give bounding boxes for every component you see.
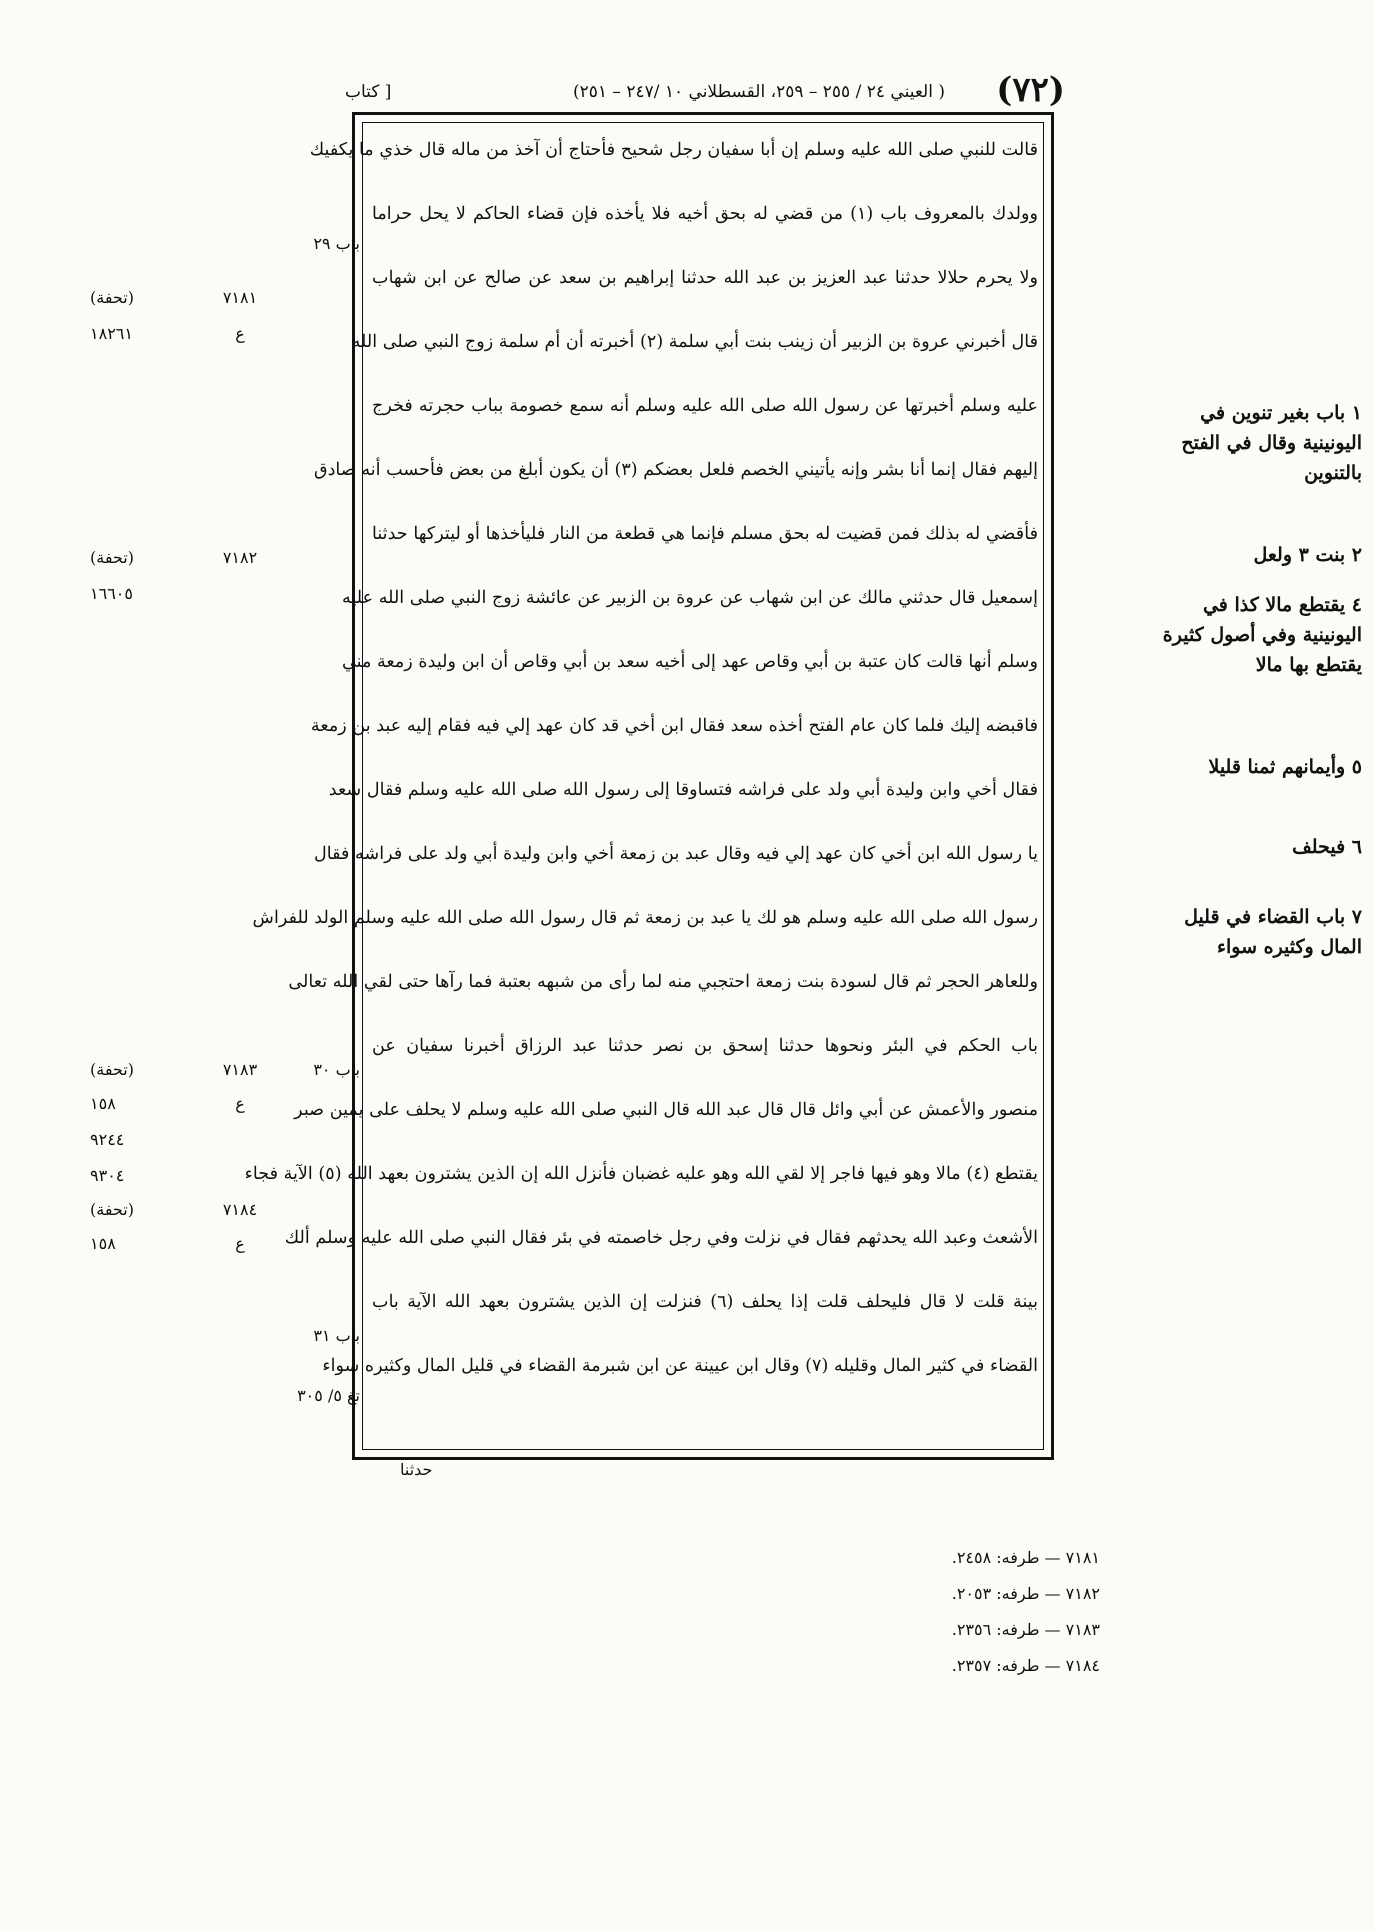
- margin-note: ١ باب بغير تنوين في اليونينية وقال في الفتح بالتنوين: [1181, 402, 1362, 484]
- tuhfa-reference: ٩٢٤٤: [90, 1130, 125, 1149]
- text-line: ولا يحرم حلالا حدثنا عبد العزيز بن عبد الله حدثنا إبراهيم بن سعد عن صالح عن ابن شهاب: [372, 268, 1039, 288]
- margin-row: [90, 288, 360, 312]
- hadith-number: ع: [235, 324, 245, 343]
- tuhfa-reference: ١٦٦٠٥: [90, 584, 133, 603]
- margin-row: [90, 1386, 360, 1410]
- text-line: القضاء في كثير المال وقليله (٧) وقال ابن عيينة عن ابن شبرمة القضاء في قليل المال وكثيره سواء: [322, 1356, 1038, 1376]
- text-line: قال أخبرني عروة بن الزبير أن زينب بنت أبي سلمة (٢) أخبرته أن أم سلمة زوج النبي صلى الله: [351, 332, 1038, 352]
- margin-note: ٧ باب القضاء في قليل المال وكثيره سواء: [1184, 906, 1362, 958]
- footnote: ٧١٨٢ — طرفه: ٢٠٥٣.: [951, 1584, 1100, 1603]
- text-line: الأشعث وعبد الله يحدثهم فقال في نزلت وفي رجل خاصمته في بئر فقال النبي صلى الله عليه وسلم ألك: [284, 1228, 1038, 1248]
- chapter-number: باب ٢٩: [313, 234, 360, 253]
- book-label: [ كتاب: [345, 82, 392, 102]
- footnote: ٧١٨٤ — طرفه: ٢٣٥٧.: [951, 1656, 1100, 1675]
- left-margin-references: [90, 0, 360, 1500]
- margin-row: [90, 234, 360, 258]
- hadith-number: ع: [235, 1094, 245, 1113]
- text-line: إليهم فقال إنما أنا بشر وإنه يأتيني الخصم فلعل بعضكم (٣) أن يكون أبلغ من بعض فأحسب أنه صادق: [313, 460, 1038, 480]
- hadith-number: ع: [235, 1234, 245, 1253]
- tuhfa-reference: ١٥٨: [90, 1234, 116, 1253]
- text-line: وولدك بالمعروف باب (١) من قضي له بحق أخيه فلا يأخذه فإن قضاء الحاكم لا يحل حراما: [372, 204, 1038, 224]
- margin-note: ٥ وأيمانهم ثمنا قليلا: [1208, 756, 1362, 778]
- margin-row: [90, 1094, 360, 1118]
- right-margin-notes: [1112, 0, 1362, 1000]
- text-line: رسول الله صلى الله عليه وسلم هو لك يا عبد بن زمعة ثم قال رسول الله صلى الله عليه وسلم الولد للفراش: [252, 908, 1038, 928]
- text-line: فقال أخي وابن وليدة أبي ولد على فراشه فتساوقا إلى رسول الله صلى الله عليه وسلم فقال سعد: [328, 780, 1038, 800]
- text-line: فاقبضه إليك فلما كان عام الفتح أخذه سعد فقال ابن أخي قد كان عهد إلي فيه فقام إليه عبد بن زمعة: [310, 716, 1038, 736]
- text-line: إسمعيل قال حدثني مالك عن ابن شهاب عن عروة بن الزبير عن عائشة زوج النبي صلى الله عليه: [342, 588, 1038, 608]
- chapter-number: باب ٣١: [313, 1326, 360, 1345]
- margin-row: [90, 1200, 360, 1224]
- text-line: بينة قلت لا قال فليحلف قلت إذا يحلف (٦) فنزلت إن الذين يشترون بعهد الله الآية باب: [372, 1292, 1038, 1312]
- header-references: ( العيني ٢٤ / ٢٥٥ – ٢٥٩، القسطلاني ١٠ /٢٤٧ – ٢٥١): [572, 82, 945, 102]
- margin-note: ٦ فيحلف: [1292, 836, 1362, 858]
- hadith-number: ٧١٨٣: [222, 1060, 258, 1079]
- text-line: وسلم أنها قالت كان عتبة بن أبي وقاص عهد إلى أخيه سعد بن أبي وقاص أن ابن وليدة زمعة مني: [341, 652, 1038, 672]
- chapter-number: باب ٣٠: [313, 1060, 360, 1079]
- margin-row: [90, 1234, 360, 1258]
- text-line: فأقضي له بذلك فمن قضيت له بحق مسلم فإنما هي قطعة من النار فليأخذها أو ليتركها حدثنا: [372, 524, 1038, 544]
- text-line: يا رسول الله ابن أخي كان عهد إلي فيه وقال عبد بن زمعة أخي وابن وليدة أبي ولد على فراشه فقال: [314, 844, 1038, 864]
- text-line: وللعاهر الحجر ثم قال لسودة بنت زمعة احتجبي منه لما رأى من شبهه بعتبة فما رآها حتى لقي الله تعالى: [288, 972, 1038, 992]
- hadith-number: ٧١٨٤: [222, 1200, 258, 1219]
- footnote: ٧١٨٣ — طرفه: ٢٣٥٦.: [951, 1620, 1100, 1639]
- text-line: منصور والأعمش عن أبي وائل قال قال عبد الله قال النبي صلى الله عليه وسلم لا يحلف على يمين صبر: [294, 1100, 1038, 1120]
- tuhfa-reference: (تحفة): [90, 1060, 134, 1079]
- footnote: ٧١٨١ — طرفه: ٢٤٥٨.: [951, 1548, 1100, 1567]
- margin-row: [90, 584, 360, 608]
- margin-note: ٤ يقتطع مالا كذا في اليونينية وفي أصول كثيرة يقتطع بها مالا: [1162, 594, 1362, 676]
- page-number: (٧٢): [996, 70, 1065, 110]
- footnotes: [880, 1540, 1100, 1684]
- volume-reference: تغ ٥/ ٣٠٥: [297, 1386, 360, 1405]
- text-line: عليه وسلم أخبرتها عن رسول الله صلى الله عليه وسلم أنه سمع خصومة بباب حجرته فخرج: [372, 396, 1038, 416]
- margin-row: [90, 1326, 360, 1350]
- tuhfa-reference: ١٨٢٦١: [90, 324, 133, 343]
- margin-row: [90, 324, 360, 348]
- tuhfa-reference: (تحفة): [90, 548, 134, 567]
- margin-row: [90, 1060, 360, 1084]
- margin-note: ٢ بنت ٣ ولعل: [1253, 544, 1362, 566]
- text-line: يقتطع (٤) مالا وهو فيها فاجر إلا لقي الله وهو عليه غضبان فأنزل الله إن الذين يشترون بعهد الله (٥) الآية فجاء: [244, 1164, 1038, 1184]
- margin-row: [90, 548, 360, 572]
- tuhfa-reference: ٩٣٠٤: [90, 1166, 125, 1185]
- text-line: باب الحكم في البئر ونحوها حدثنا إسحق بن نصر حدثنا عبد الرزاق أخبرنا سفيان عن: [372, 1036, 1038, 1056]
- catchword: حدثنا: [400, 1460, 433, 1479]
- tuhfa-reference: ١٥٨: [90, 1094, 116, 1113]
- text-line: قالت للنبي صلى الله عليه وسلم إن أبا سفيان رجل شحيح فأحتاج أن آخذ من ماله قال خذي ما يكفيك: [309, 140, 1038, 160]
- tuhfa-reference: (تحفة): [90, 288, 134, 307]
- tuhfa-reference: (تحفة): [90, 1200, 134, 1219]
- hadith-number: ٧١٨١: [222, 288, 258, 307]
- margin-row: [90, 1166, 360, 1190]
- margin-row: [90, 1130, 360, 1154]
- hadith-number: ٧١٨٢: [222, 548, 258, 567]
